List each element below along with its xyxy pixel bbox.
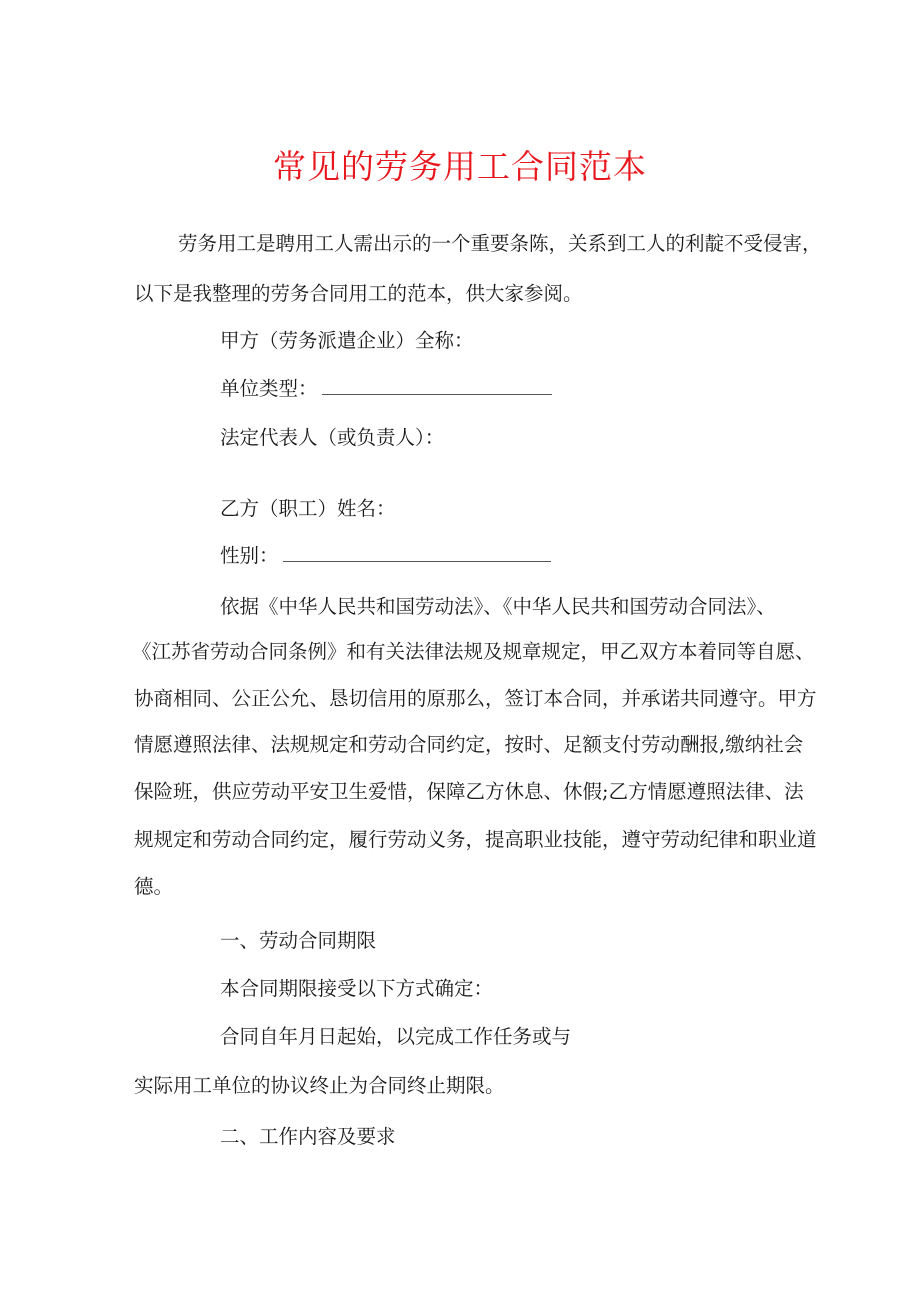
unit-type-label: 单位类型： (220, 377, 318, 400)
basis-line-3: 协商相同、公正公允、恳切信用的原那么，签订本合同，并承诺共同遵守。甲方 (134, 687, 817, 710)
basis-line-5: 保险班，供应劳动平安卫生爱惜，保障乙方休息、休假;乙方情愿遵照法律、法 (134, 780, 804, 803)
unit-type-row (220, 374, 552, 404)
unit-type-blank (322, 374, 552, 395)
intro-line-1: 劳务用工是聘用工人需出示的一个重要条陈，关系到工人的利靛不受侵害， (178, 232, 822, 255)
basis-line-4: 情愿遵照法律、法规规定和劳动合同约定，按时、足额支付劳动酬报,缴纳社会 (134, 733, 804, 756)
basis-line-6: 规规定和劳动合同约定，履行劳动义务，提高职业技能，遵守劳动纪律和职业道 (134, 828, 817, 851)
party-b-name: 乙方（职工）姓名： (220, 497, 396, 520)
section-1-item-line-2: 实际用工单位的协议终止为合同终止期限。 (134, 1074, 505, 1097)
gender-blank (283, 541, 551, 562)
section-1-item-line-1: 合同自年月日起始，以完成工作任务或与 (220, 1025, 572, 1048)
basis-line-7: 德。 (134, 875, 174, 898)
basis-line-1: 依据《中华人民共和国劳动法》、《中华人民共和国劳动合同法》、 (220, 595, 776, 618)
section-1-heading: 一、劳动合同期限 (220, 929, 377, 952)
intro-line-2: 以下是我整理的劳务合同用工的范本，供大家参阅。 (134, 282, 583, 305)
gender-row (220, 541, 551, 571)
document-title: 常见的劳务用工合同范本 (273, 147, 647, 186)
basis-line-2: 《江苏省劳动合同条例》和有关法律法规及规章规定，甲乙双方本着同等自愿、 (132, 640, 815, 663)
section-2-heading: 二、工作内容及要求 (220, 1125, 396, 1148)
legal-rep: 法定代表人（或负责人）： (220, 426, 445, 449)
gender-label: 性别： (220, 544, 279, 567)
section-1-text: 本合同期限接受以下方式确定： (220, 977, 494, 1000)
party-a-fullname: 甲方（劳务派遣企业）全称： (220, 329, 474, 352)
